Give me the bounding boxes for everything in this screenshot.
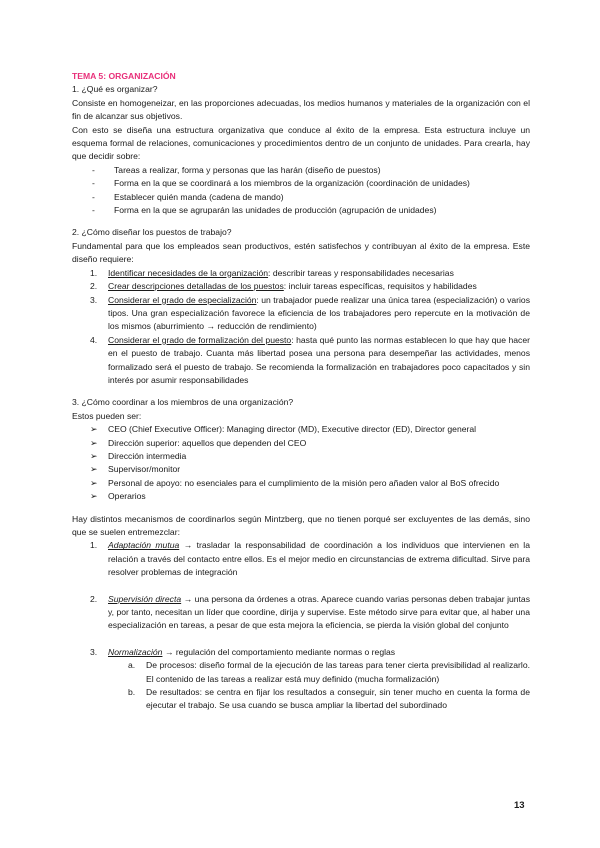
item-text: → trasladar la responsabilidad de coordinación a los individuos que intervienen en la relación a través del contacto entre ellos. Es el mejor medio en circunstancias de extrema dificultad. Sirve para resolver problemas de integración — [108, 540, 530, 578]
list-item — [90, 646, 530, 713]
item-number: 3. — [90, 646, 98, 657]
item-text: Personal de apoyo: no esenciales para el cumplimiento de la misión pero añaden valor al BoS ofrecido — [108, 477, 500, 488]
list-item — [90, 463, 530, 476]
item-text: : incluir tareas específicas, requisitos y habilidades — [283, 281, 477, 292]
sub-list-item — [128, 686, 530, 713]
section-1-paragraph-1: Consiste en homogeneizar, en las proporciones adecuadas, los medios humanos y materiales de la organización con el fin de alcanzar sus objetivos. — [72, 97, 530, 122]
item-text: Dirección superior: aquellos que dependen del CEO — [108, 437, 307, 448]
item-text: → una persona da órdenes a otras. Aparece cuando varias personas deben trabajar juntas y, por tanto, necesitan un líder que coordine, dirija y supervise. Este método sirve para evitar que, al haber una especialización en tareas, a pesar de que esta mejora la eficiencia, se pierda la visión global del conjunto — [108, 593, 530, 631]
section-2-list — [72, 267, 530, 388]
list-item — [90, 267, 530, 280]
list-item: - Forma en la que se agruparán las unidades de producción (agrupación de unidades) — [92, 204, 530, 217]
section-2-paragraph-1: Fundamental para que los empleados sean productivos, estén satisfechos y contribuyan al éxito de la empresa. Este diseño requiere: — [72, 240, 530, 265]
section-1-heading: 1. ¿Qué es organizar? — [72, 84, 158, 95]
list-item — [90, 477, 530, 490]
arrow-bullet-icon: ➢ — [90, 437, 98, 448]
list-item — [90, 490, 530, 503]
section-1-paragraph-2: Con esto se diseña una estructura organizativa que conduce al éxito de la empresa. Esta estructura incluye un esquema formal de relaciones, comunicaciones y procedimientos dentro de un conjunto de unidades. Para crearla, hay que decidir sobre: — [72, 124, 530, 162]
list-item — [90, 539, 530, 579]
section-1-list — [72, 164, 530, 218]
item-number: 2. — [90, 593, 98, 604]
section-2-heading: 2. ¿Cómo diseñar los puestos de trabajo? — [72, 227, 232, 238]
item-letter: a. — [128, 660, 136, 671]
item-letter: b. — [128, 687, 136, 698]
item-text: CEO (Chief Executive Officer): Managing director (MD), Executive director (ED), Director general — [108, 424, 477, 435]
arrow-bullet-icon: ➢ — [90, 464, 98, 475]
item-term: Considerar el grado de especialización — [108, 294, 257, 305]
item-number: 1. — [90, 267, 98, 278]
list-item — [90, 450, 530, 463]
list-item — [90, 593, 530, 633]
item-number: 2. — [90, 281, 98, 292]
list-item — [90, 437, 530, 450]
section-3-paragraph-2: Hay distintos mecanismos de coordinarlos según Mintzberg, que no tienen porqué ser excluyentes de las demás, sino que se suelen entremezclar: — [72, 513, 530, 537]
item-term: Crear descripciones detalladas de los puestos — [108, 281, 284, 292]
item-text: Dirección intermedia — [108, 450, 187, 461]
item-term: Supervisión directa — [108, 593, 182, 604]
arrow-bullet-icon: ➢ — [90, 450, 98, 461]
item-term: Identificar necesidades de la organización — [108, 267, 269, 278]
item-text: : describir tareas y responsabilidades necesarias — [268, 267, 454, 278]
list-item — [90, 423, 530, 436]
section-3-heading: 3. ¿Cómo coordinar a los miembros de una organización? — [72, 397, 294, 408]
item-text: : un trabajador puede realizar una única tarea (especialización) o varios tipos. Una gran especialización favorece la eficiencia de los trabajadores pero repercute en la motivación de los mismos (aburrimiento → reducción de rendimiento) — [108, 294, 530, 332]
item-text: Supervisor/monitor — [108, 464, 181, 475]
item-text: De resultados: se centra en fijar los resultados a conseguir, sin tener mucho en cuenta la forma de ejecutar el trabajo. Se usa cuando se busca ampliar la libertad del subordinado — [146, 687, 530, 711]
list-item: - Tareas a realizar, forma y personas que las harán (diseño de puestos) — [92, 164, 530, 177]
list-item — [90, 294, 530, 334]
sub-list-item — [128, 659, 530, 686]
item-term: Normalización — [108, 646, 163, 657]
item-term: Adaptación mutua — [108, 540, 180, 551]
section-3-list — [72, 423, 530, 503]
item-text: → regulación del comportamiento mediante normas o reglas — [162, 646, 396, 657]
sub-list — [108, 659, 530, 713]
item-text: De procesos: diseño formal de la ejecución de las tareas para tener cierta previsibilidad al realizarlo. El contenido de las tareas a realizar está muy definido (mucha formalización) — [146, 660, 530, 684]
item-number: 1. — [90, 540, 98, 551]
arrow-bullet-icon: ➢ — [90, 424, 98, 435]
document-page — [72, 70, 530, 713]
page-number: 13 — [514, 800, 525, 811]
item-term: Considerar el grado de formalización del puesto — [108, 334, 292, 345]
item-text: : hasta qué punto las normas establecen lo que hay que hacer en el puesto de trabajo. Cuanta más libertad posea una persona para desempeñar las actividades, menos formalizado será el puesto de trabajo. Se recomienda la formalización en trabajadores poco capacitados y sin interés por asumir responsabilidades — [108, 334, 530, 385]
list-item: - Forma en la que se coordinará a los miembros de la organización (coordinación de unidades) — [92, 177, 530, 190]
arrow-bullet-icon: ➢ — [90, 491, 98, 502]
item-text: Operarios — [108, 491, 146, 502]
list-item — [90, 334, 530, 388]
section-3-paragraph-1: Estos pueden ser: — [72, 410, 142, 421]
arrow-bullet-icon: ➢ — [90, 477, 98, 488]
document-title: TEMA 5: ORGANIZACIÓN — [72, 71, 176, 81]
list-item — [90, 280, 530, 293]
mechanisms-list — [72, 539, 530, 712]
item-number: 4. — [90, 334, 98, 345]
item-number: 3. — [90, 294, 98, 305]
list-item: - Establecer quién manda (cadena de mando) — [92, 191, 530, 204]
